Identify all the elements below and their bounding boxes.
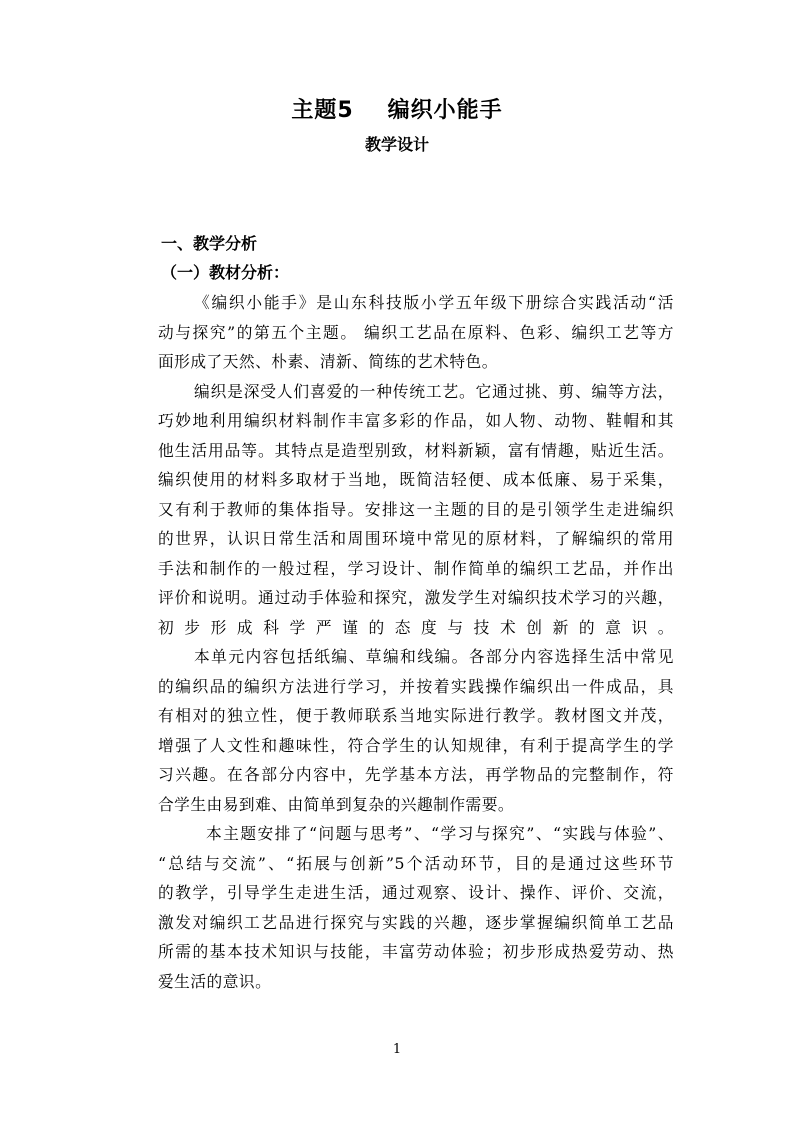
paragraph-2 xyxy=(122,377,674,643)
text-line: 本主题安排了“问题与思考”、“学习与探究”、“实践与体验”、 xyxy=(206,824,674,843)
text-line: 本单元内容包括纸编、草编和线编。各部分内容选择生活中常见 xyxy=(194,647,674,666)
page-number: 1 xyxy=(392,1042,402,1057)
text-line: 增强了人文性和趣味性，符合学生的认知规律，有利于提高学生的学 xyxy=(158,735,674,755)
text-line: 评价和说明。通过动手体验和探究，激发学生对编织技术学习的兴趣， xyxy=(158,588,674,607)
text-line: 《编织小能手》是山东科技版小学五年级下册综合实践活动“活 xyxy=(194,293,674,312)
page-title xyxy=(0,96,794,126)
text-line: 有相对的独立性，便于教师联系当地实际进行教学。教材图文并茂， xyxy=(158,706,674,725)
subsection-heading: （一）教材分析： xyxy=(161,263,290,282)
text-line: 他生活用品等。其特点是造型别致，材料新颖，富有情趣，贴近生活。 xyxy=(158,440,674,460)
text-line: 的教学，引导学生走进生活，通过观察、设计、操作、评价、交流， xyxy=(158,883,674,902)
body-text xyxy=(122,288,674,996)
text-line: 手法和制作的一般过程，学习设计、制作简单的编织工艺品，并作出 xyxy=(158,558,674,578)
text-line: 合学生由易到难、由简单到复杂的兴趣制作需要。 xyxy=(158,794,515,814)
text-line: 的世界，认识日常生活和周围环境中常见的原材料，了解编织的常用 xyxy=(158,529,674,548)
title-text: 编织小能手 xyxy=(387,98,503,123)
text-line: 爱生活的意识。 xyxy=(158,971,272,991)
page-subtitle: 教学设计 xyxy=(364,135,429,154)
text-line: 面形成了天然、朴素、清新、简练的艺术特色。 xyxy=(158,352,498,371)
text-line: 巧妙地利用编织材料制作丰富多彩的作品，如人物、动物、鞋帽和其 xyxy=(158,411,674,430)
paragraph-4 xyxy=(122,819,674,996)
text-line: 编织使用的材料多取材于当地，既简洁轻便、成本低廉、易于采集， xyxy=(158,470,674,489)
section-heading: 一、教学分析 xyxy=(161,234,258,253)
text-line: 又有利于教师的集体指导。安排这一主题的目的是引领学生走进编织 xyxy=(158,499,674,519)
paragraph-1 xyxy=(122,288,674,377)
text-line: 激发对编织工艺品进行探究与实践的兴趣，逐步掌握编织简单工艺品 xyxy=(158,912,674,932)
text-line: 所需的基本技术知识与技能，丰富劳动体验；初步形成热爱劳动、热 xyxy=(158,942,674,961)
text-line: 习兴趣。在各部分内容中，先学基本方法，再学物品的完整制作，符 xyxy=(158,765,674,784)
text-line: 动与探究”的第五个主题。 编织工艺品在原料、色彩、编织工艺等方 xyxy=(158,322,674,342)
title-number: 主题5 xyxy=(291,98,354,123)
paragraph-3 xyxy=(122,642,674,819)
text-line: 编织是深受人们喜爱的一种传统工艺。它通过挑、剪、编等方法， xyxy=(194,381,674,401)
text-line: 初步形成科学严谨的态度与技术创新的意识。 xyxy=(158,617,674,637)
text-line: “总结与交流”、“拓展与创新”5个活动环节，目的是通过这些环节 xyxy=(158,853,674,873)
text-line: 的编织品的编织方法进行学习，并按着实践操作编织出一件成品，具 xyxy=(158,676,674,696)
